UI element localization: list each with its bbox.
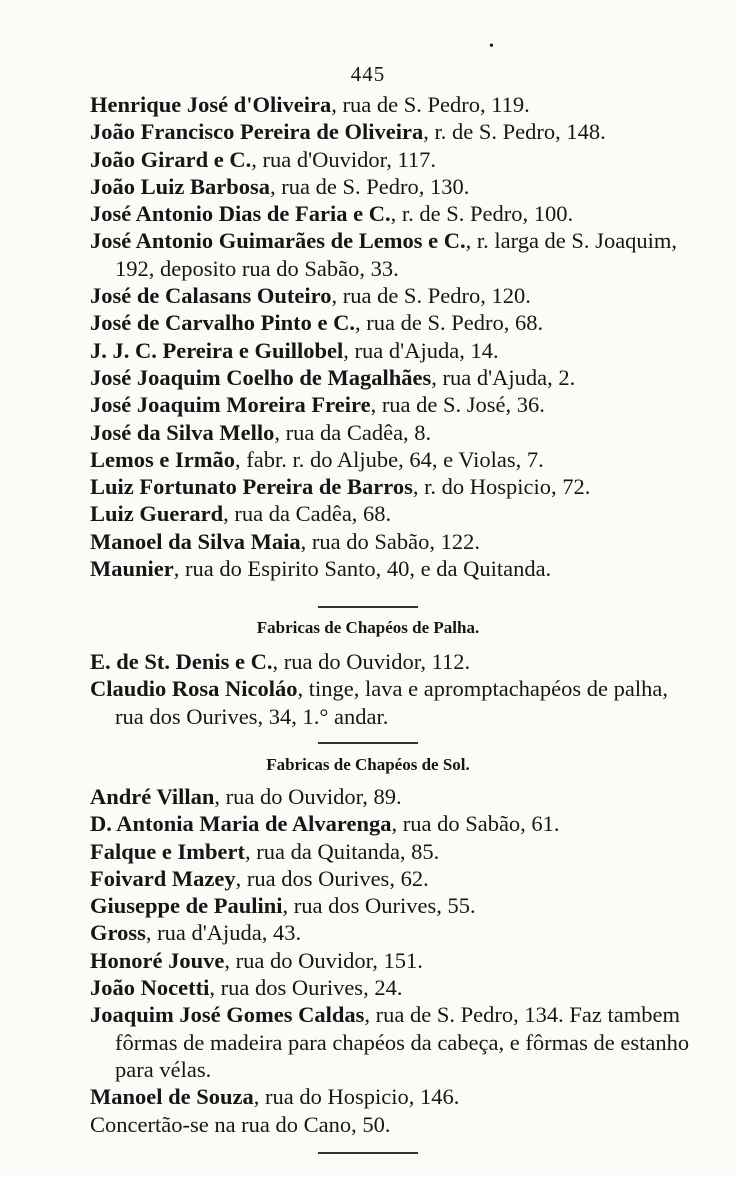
directory-entry <box>90 473 690 500</box>
entry-address: , rua do Ouvidor, 89. <box>214 784 402 809</box>
entry-name: Luiz Guerard <box>90 501 224 527</box>
entry-address: , rua do Espirito Santo, 40, e da Quitanda. <box>173 556 552 582</box>
entry-name: Henrique José d'Oliveira <box>90 92 332 117</box>
entry-address: , rua dos Ourives, 62. <box>235 865 429 891</box>
entry-address: , rua d'Ajuda, 43. <box>145 920 302 946</box>
entry-address: , rua dos Ourives, 24. <box>209 975 403 1001</box>
entry-address: , rua do Sabão, 61. <box>391 811 560 837</box>
directory-entry <box>90 118 690 145</box>
entry-address: , rua da Cadêa, 68. <box>223 501 392 527</box>
directory-entry <box>90 419 690 446</box>
entry-name: José Joaquim Coelho de Magalhães <box>90 364 432 390</box>
directory-entry <box>90 947 690 974</box>
entry-address: , rua de S. José, 36. <box>370 392 545 418</box>
entry-address: , r. larga de S. Joaquim, 192, deposito rua do Sabão, 33. <box>115 228 678 281</box>
entry-address: , rua d'Ajuda, 2. <box>431 364 576 390</box>
entry-name: J. J. C. Pereira e Guillobel <box>90 337 344 363</box>
directory-entry <box>90 648 690 675</box>
entry-address: , fabr. r. do Aljube, 64, e Violas, 7. <box>234 446 544 472</box>
directory-entry <box>90 282 690 309</box>
entry-name: Lemos e Irmão <box>90 446 235 472</box>
directory-entry <box>90 974 690 1001</box>
directory-entry <box>90 1111 690 1138</box>
directory-entry <box>90 892 690 919</box>
entry-address: , rua de S. Pedro, 68. <box>354 310 544 336</box>
entry-address: , rua de S. Pedro, 130. <box>270 173 470 199</box>
entry-address: , r. do Hospicio, 72. <box>412 474 591 500</box>
directory-entry <box>90 309 690 336</box>
entry-name: Manoel de Souza <box>90 1084 254 1110</box>
entry-address: , rua de S. Pedro, 120. <box>331 283 531 309</box>
directory-entry <box>90 200 690 227</box>
directory-entry <box>90 337 690 364</box>
directory-entry <box>90 227 690 282</box>
directory-entry <box>90 1083 690 1110</box>
directory-list-palha <box>90 648 690 730</box>
entry-name: Manoel da Silva Maia <box>90 528 301 554</box>
directory-entry <box>90 838 690 865</box>
entry-address: , rua do Sabão, 122. <box>300 528 480 554</box>
entry-name: José da Silva Mello <box>90 419 275 445</box>
entry-name: Luiz Fortunato Pereira de Barros <box>90 474 413 500</box>
directory-entry <box>90 810 690 837</box>
section-divider <box>318 606 418 608</box>
entry-name: Gross <box>90 920 146 946</box>
entry-address: , rua da Cadêa, 8. <box>274 419 432 445</box>
entry-address: , rua de S. Pedro, 134. Faz tambem fôrmas de madeira para chapéos da cabeça, e fôrmas de estanho para vélas. <box>115 1002 690 1082</box>
directory-entry <box>90 919 690 946</box>
entry-name: João Francisco Pereira de Oliveira <box>90 119 424 145</box>
entry-name: José Antonio Guimarães de Lemos e C. <box>90 228 466 254</box>
entry-address: , rua do Ouvidor, 112. <box>272 649 471 674</box>
entry-address: , rua do Ouvidor, 151. <box>224 947 423 973</box>
entry-address: , r. de S. Pedro, 148. <box>423 119 606 145</box>
entry-name: D. Antonia Maria de Alvarenga <box>90 811 392 837</box>
directory-entry <box>90 146 690 173</box>
directory-entry <box>90 528 690 555</box>
section-heading-sol: Fabricas de Chapéos de Sol. <box>266 755 470 774</box>
entry-name: José Antonio Dias de Faria e C. <box>90 201 391 227</box>
corner-mark: • <box>489 39 494 54</box>
entry-address: , rua do Hospicio, 146. <box>253 1084 460 1110</box>
section-heading-palha: Fabricas de Chapéos de Palha. <box>256 618 480 637</box>
directory-entry <box>90 1001 690 1083</box>
entry-name: João Girard e C. <box>90 146 252 172</box>
entry-name: Falque e Imbert <box>90 838 245 864</box>
entry-name: Giuseppe de Paulini <box>90 893 283 919</box>
entry-address: , r. de S. Pedro, 100. <box>390 201 574 227</box>
entry-name: André Villan <box>90 784 215 809</box>
directory-entry <box>90 364 690 391</box>
directory-list-main <box>90 91 690 582</box>
entry-address: , rua de S. Pedro, 119. <box>331 92 530 117</box>
page-number: 445 <box>350 62 386 86</box>
entry-name: José de Carvalho Pinto e C. <box>90 310 355 336</box>
directory-list-sol <box>90 783 690 1138</box>
entry-address: , rua da Quitanda, 85. <box>244 838 440 864</box>
directory-entry <box>90 555 690 582</box>
section-divider <box>318 1152 418 1154</box>
entry-name: João Nocetti <box>90 975 210 1001</box>
entry-name: João Luiz Barbosa <box>90 173 271 199</box>
entry-name: José Joaquim Moreira Freire <box>90 392 371 418</box>
entry-name: Foivard Mazey <box>90 865 236 891</box>
entry-name: Claudio Rosa Nicoláo <box>90 676 298 702</box>
directory-entry <box>90 675 690 730</box>
entry-name: E. de St. Denis e C. <box>90 649 273 674</box>
section-divider <box>318 742 418 744</box>
directory-entry <box>90 446 690 473</box>
directory-entry <box>90 783 690 810</box>
directory-entry <box>90 865 690 892</box>
entry-name: José de Calasans Outeiro <box>90 283 332 309</box>
entry-address: , rua dos Ourives, 55. <box>282 893 476 919</box>
directory-entry <box>90 173 690 200</box>
entry-address: , rua d'Ouvidor, 117. <box>251 146 437 172</box>
entry-name: Honoré Jouve <box>90 947 225 973</box>
entry-address: , rua d'Ajuda, 14. <box>343 337 499 363</box>
directory-entry <box>90 391 690 418</box>
entry-name: Maunier <box>90 556 174 582</box>
entry-name: Joaquim José Gomes Caldas <box>90 1002 365 1028</box>
entry-address: Concertão-se na rua do Cano, 50. <box>90 1111 391 1137</box>
directory-entry <box>90 500 690 527</box>
entry-address: , tinge, lava e apromptachapéos de palha, rua dos Ourives, 34, 1.° andar. <box>115 676 669 729</box>
directory-entry <box>90 91 690 118</box>
